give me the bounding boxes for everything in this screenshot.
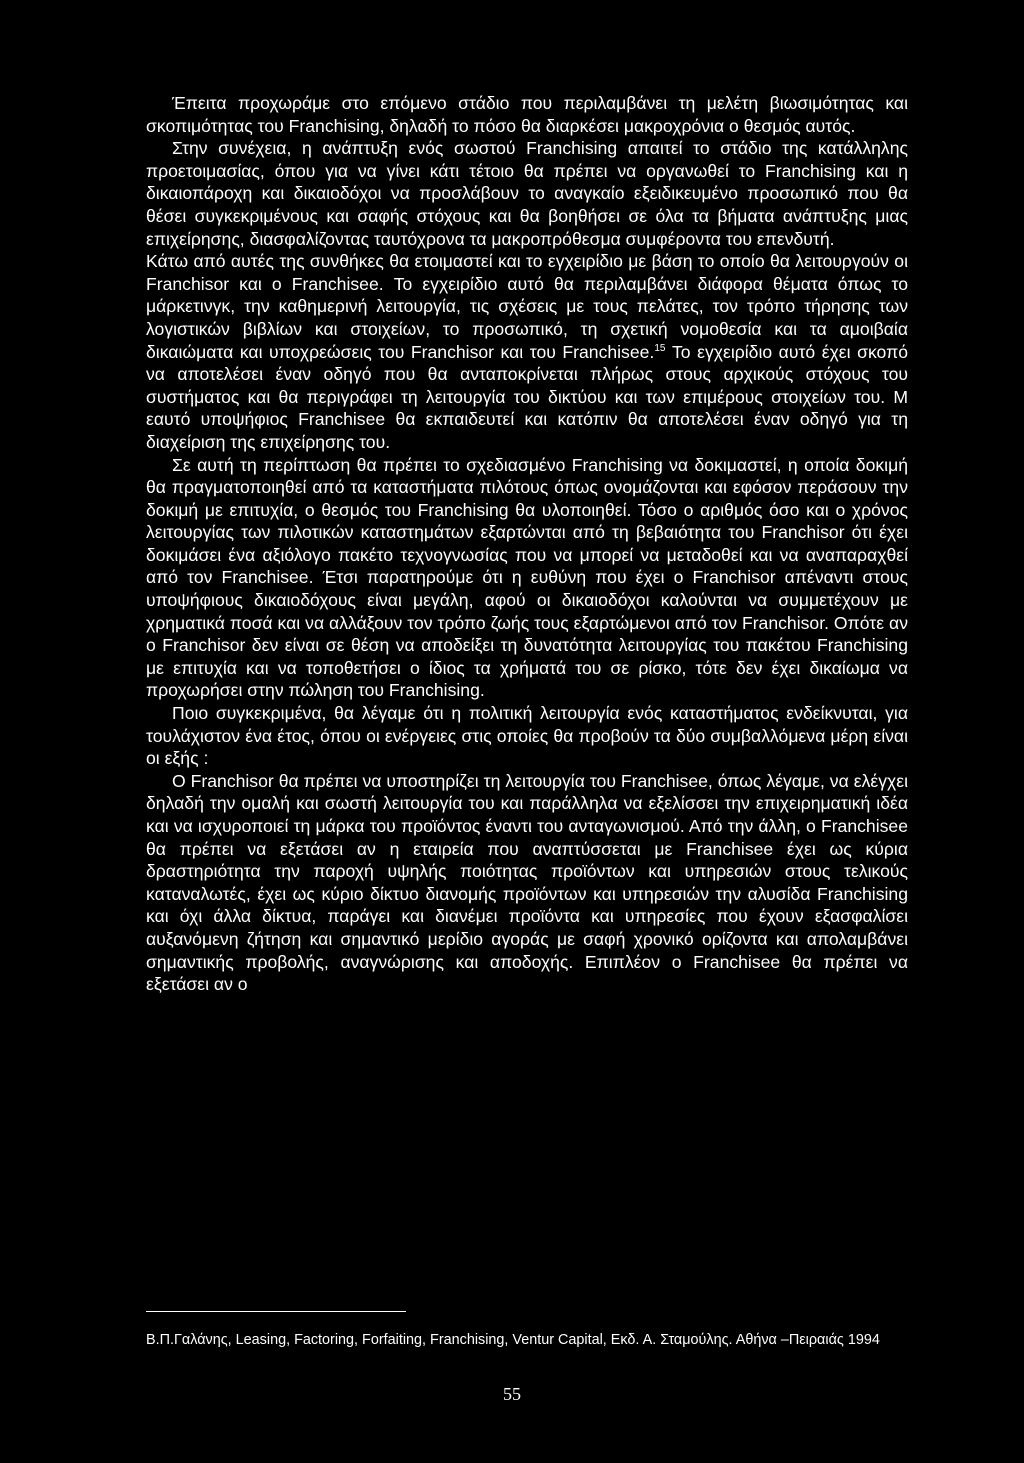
paragraph-6 bbox=[146, 770, 908, 996]
paragraph-2 bbox=[146, 137, 908, 250]
body-text bbox=[146, 92, 908, 996]
paragraph-3-text: Κάτω από αυτές της συνθήκες θα ετοιμαστεί και το εγχειρίδιο με βάση το οποίο θα λειτουργούν οι Franchisor και ο Franchisee. Το εγχειρίδιο αυτό θα περιλαμβάνει διάφορα θέματα όπως το μάρκετινγκ, την καθημερινή λειτουργία, τις σχέσεις με τους πελάτες, τον τρόπο τήρησης των λογιστικών βιβλίων και στοιχείων, το προσωπικό, τη σχετική νομοθεσία και τα αμοιβαία δικαιώματα και υποχρεώσεις του Franchisor και του Franchisee. bbox=[146, 251, 908, 362]
paragraph-3-text-continued: Το εγχειρίδιο αυτό έχει σκοπό να αποτελέσει έναν οδηγό που θα ανταποκρίνεται πλήρως στους αρχικούς στόχους του συστήματος και θα περιγράφει τη λειτουργία του δικτύου και των επιμέρους στοιχείων του. Μ εαυτό υποψήφιος Franchisee θα εκπαιδευτεί και κατόπιν θα αποτελέσει έναν οδηγό για τη διαχείριση της επιχείρησης του. bbox=[146, 341, 908, 452]
paragraph-1-text: Έπειτα προχωράμε στο επόμενο στάδιο που περιλαμβάνει τη μελέτη βιωσιμότητας και σκοπιμότητας του Franchising, δηλαδή το πόσο θα διαρκέσει μακροχρόνια ο θεσμός αυτός. bbox=[146, 93, 908, 136]
paragraph-3 bbox=[146, 250, 908, 453]
paragraph-5-text: Ποιο συγκεκριμένα, θα λέγαμε ότι η πολιτική λειτουργία ενός καταστήματος ενδείκνυται, για τουλάχιστον ένα έτος, όπου οι ενέργειες στις οποίες θα προβούν τα δύο συμβαλλόμενα μέρη είναι οι εξής : bbox=[146, 703, 908, 769]
footnote-text: Β.Π.Γαλάνης, Leasing, Factoring, Forfaiting, Franchising, Ventur Capital, Εκδ. Α. Σταμούλης. Αθήνα –Πειραιάς 1994 bbox=[146, 1332, 880, 1348]
paragraph-4 bbox=[146, 454, 908, 703]
footnote-reference: 15 bbox=[654, 342, 666, 354]
paragraph-5 bbox=[146, 702, 908, 770]
paragraph-1 bbox=[146, 92, 908, 137]
page-number: 55 bbox=[503, 1384, 521, 1404]
paragraph-2-text: Στην συνέχεια, η ανάπτυξη ενός σωστού Franchising απαιτεί το στάδιο της κατάλληλης προετοιμασίας, όπου για να γίνει κάτι τέτοιο θα πρέπει να οργανωθεί το Franchising και η δικαιοπάροχη και δικαιοδόχοι να προσλάβουν το αναγκαίο εξειδικευμένο προσωπικό που θα θέσει συγκεκριμένους και σαφής στόχους και θα βοηθήσει σε όλα τα βήματα ανάπτυξης μιας επιχείρησης, διασφαλίζοντας ταυτόχρονα τα μακροπρόθεσμα συμφέροντα του επενδυτή. bbox=[146, 138, 908, 249]
footnote-divider bbox=[146, 1311, 406, 1312]
footnote bbox=[146, 1330, 908, 1351]
paragraph-6-text: Ο Franchisor θα πρέπει να υποστηρίζει τη λειτουργία του Franchisee, όπως λέγαμε, να ελέγχει δηλαδή την ομαλή και σωστή λειτουργία του και παράλληλα να εξελίσσει την επιχειρηματική ιδέα και να ισχυροποιεί τη μάρκα του προϊόντος έναντι του ανταγωνισμού. Από την άλλη, ο Franchisee θα πρέπει να εξετάσει αν η εταιρεία που αναπτύσσεται με Franchisee έχει ως κύρια δραστηριότητα την παροχή υψηλής ποιότητας προϊόντων και υπηρεσιών στους τελικούς καταναλωτές, έχει ως κύριο δίκτυο διανομής προϊόντων και υπηρεσιών την αλυσίδα Franchising και όχι άλλα δίκτυα, παράγει και διανέμει προϊόντα και υπηρεσίες που έχουν εξασφαλίσει αυξανόμενη ζήτηση και σημαντικό μερίδιο αγοράς με σαφή χρονικό ορίζοντα και απολαμβάνει σημαντικής προβολής, αναγνώρισης και αποδοχής. Επιπλέον ο Franchisee θα πρέπει να εξετάσει αν ο bbox=[146, 770, 908, 995]
paragraph-4-text: Σε αυτή τη περίπτωση θα πρέπει το σχεδιασμένο Franchising να δοκιμαστεί, η οποία δοκιμή θα πραγματοποιηθεί από τα καταστήματα πιλότους όπως ονομάζονται και εφόσον περάσουν την δοκιμή με επιτυχία, ο θεσμός του Franchising θα υλοποιηθεί. Τόσο ο αριθμός όσο και ο χρόνος λειτουργίας των πιλοτικών καταστημάτων εξαρτώνται από τη βεβαιότητα του Franchisor ότι έχει δοκιμάσει ένα αξιόλογο πακέτο τεχνογνωσίας που να μπορεί να μεταδοθεί και να αναπαραχθεί από τον Franchisee. Έτσι παρατηρούμε ότι η ευθύνη που έχει ο Franchisor απέναντι στους υποψήφιους δικαιοδόχους είναι μεγάλη, αφού οι δικαιοδόχοι καλούνται να συμμετέχουν με χρηματικά ποσά και να αλλάξουν τον τρόπο ζωής τους εξαρτώμενοι από τον Franchisor. Οπότε αν ο Franchisor δεν είναι σε θέση να αποδείξει τη δυνατότητα λειτουργίας του πακέτου Franchising με επιτυχία και να τοποθετήσει ο ίδιος τα χρήματά του σε ρίσκο, τότε δεν έχει δικαίωμα να προχωρήσει στην πώληση του Franchising. bbox=[146, 454, 908, 701]
